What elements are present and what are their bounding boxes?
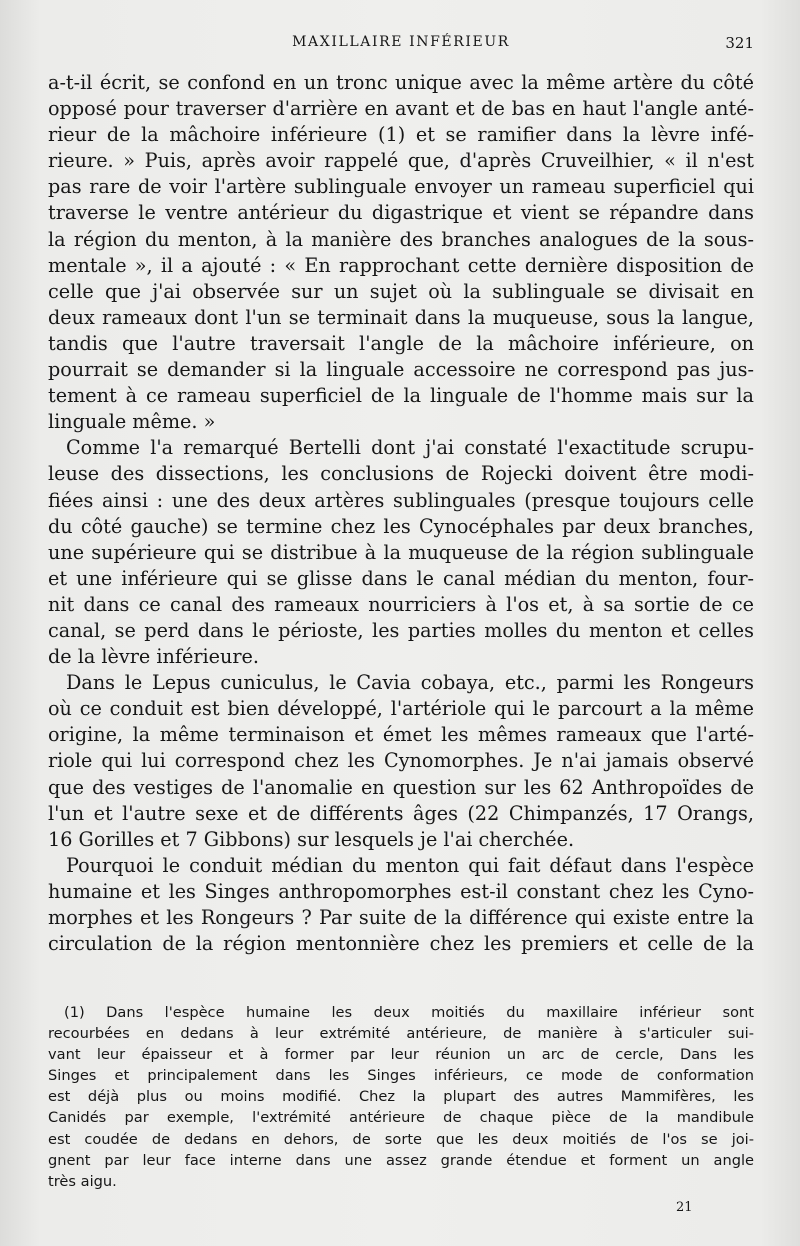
body-line: où ce conduit est bien développé, l'artériole qui le parcourt a la même [48,697,754,721]
body-line: du côté gauche) se termine chez les Cynocéphales par deux branches, [48,514,754,538]
body-line: riole qui lui correspond chez les Cynomorphes. Je n'ai jamais observé [48,749,754,773]
body-line: rieur de la mâchoire inférieure (1) et se ramifier dans la lèvre infé- [48,123,754,147]
body-line: Pourquoi le conduit médian du menton qui fait défaut dans l'espèce [66,853,754,877]
body-line: a-t-il écrit, se confond en un tronc unique avec la même artère du côté [48,71,754,94]
footnote-line: est déjà plus ou moins modifié. Chez la plupart des autres Mammifères, les [48,1088,754,1106]
footnote-line: très aigu. [48,1172,117,1190]
running-head [48,34,754,56]
body-line: circulation de la région mentonnière chez les premiers et celle de la [48,932,754,956]
body-line: tandis que l'autre traversait l'angle de la mâchoire inférieure, on [48,331,754,355]
footnote-line: (1) Dans l'espèce humaine les deux moitiés du maxillaire inférieur sont [64,1004,754,1021]
footnote-line: Canidés par exemple, l'extrémité antérieure de chaque pièce de la mandibule [48,1109,754,1127]
body-line: linguale même. » [48,410,216,434]
body-line: pas rare de voir l'artère sublinguale envoyer un rameau superficiel qui [48,175,754,199]
running-title: MAXILLAIRE INFÉRIEUR [292,34,510,50]
body-text [48,70,754,957]
body-line: nit dans ce canal des rameaux nourriciers à l'os et, à sa sortie de ce [48,592,754,616]
body-line: leuse des dissections, les conclusions de Rojecki doivent être modi- [48,462,754,486]
body-line: Comme l'a remarqué Bertelli dont j'ai constaté l'exactitude scrupu- [66,436,754,460]
footnote-line: vant leur épaisseur et à former par leur réunion un arc de cercle, Dans les [48,1046,754,1064]
footnote-line: recourbées en dedans à leur extrémité antérieure, de manière à s'articuler sui- [48,1025,754,1043]
body-line: origine, la même terminaison et émet les mêmes rameaux que l'arté- [48,723,754,747]
body-line: l'un et l'autre sexe et de différents âges (22 Chimpanzés, 17 Orangs, [48,801,754,825]
body-line: rieure. » Puis, après avoir rappelé que, d'après Cruveilhier, « il n'est [48,149,754,173]
footnote-block [48,1002,754,1192]
body-line: celle que j'ai observée sur un sujet où la sublinguale se divisait en [48,279,754,303]
body-line: que des vestiges de l'anomalie en question sur les 62 Anthropoïdes de [48,775,754,799]
body-line: humaine et les Singes anthropomorphes est-il constant chez les Cyno- [48,879,754,903]
page-number: 321 [725,34,754,52]
body-line: morphes et les Rongeurs ? Par suite de la différence qui existe entre la [48,906,754,929]
body-line: traverse le ventre antérieur du digastrique et vient se répandre dans [48,201,754,225]
body-line: 16 Gorilles et 7 Gibbons) sur lesquels je l'ai cherchée. [48,827,575,851]
footnote-line: est coudée de dedans en dehors, de sorte que les deux moitiés de l'os se joi- [48,1130,754,1148]
footnote-line: gnent par leur face interne dans une assez grande étendue et forment un angle [48,1151,754,1169]
signature-mark: 21 [676,1200,693,1215]
body-line: pourrait se demander si la linguale accessoire ne correspond pas jus- [48,358,754,382]
body-line: Dans le Lepus cuniculus, le Cavia cobaya, etc., parmi les Rongeurs [66,671,754,695]
body-line: la région du menton, à la manière des branches analogues de la sous- [48,227,754,251]
body-line: deux rameaux dont l'un se terminait dans la muqueuse, sous la langue, [48,305,754,329]
body-line: fiées ainsi : une des deux artères sublinguales (presque toujours celle [48,488,754,512]
body-line: canal, se perd dans le périoste, les parties molles du menton et celles [48,618,754,642]
body-line: tement à ce rameau superficiel de la linguale de l'homme mais sur la [48,384,754,408]
body-line: opposé pour traverser d'arrière en avant et de bas en haut l'angle anté- [48,97,754,121]
body-line: et une inférieure qui se glisse dans le canal médian du menton, four- [48,566,754,590]
body-line: mentale », il a ajouté : « En rapprochant cette dernière disposition de [48,253,754,277]
footnote-line: Singes et principalement dans les Singes inférieurs, ce mode de conformation [48,1067,754,1085]
body-line: de la lèvre inférieure. [48,645,259,669]
body-line: une supérieure qui se distribue à la muqueuse de la région sublinguale [48,540,754,564]
